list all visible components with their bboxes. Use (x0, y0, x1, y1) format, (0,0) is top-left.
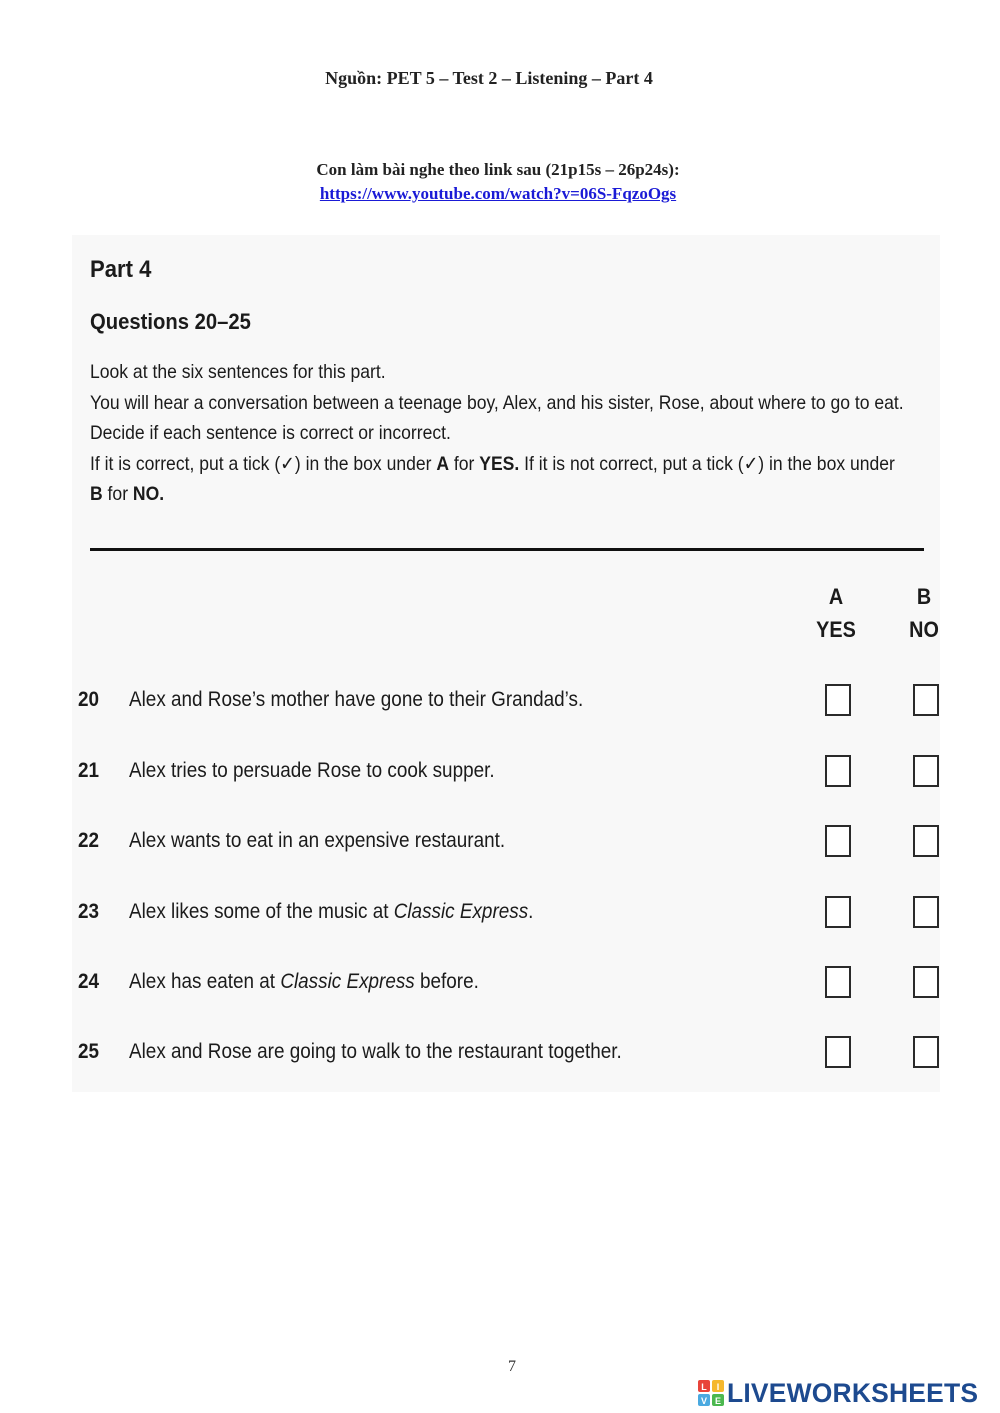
yes-checkbox[interactable] (825, 1036, 851, 1068)
question-text-end: before. (414, 970, 479, 993)
yes-checkbox[interactable] (825, 755, 851, 787)
question-number: 23 (78, 900, 100, 923)
rubric-line-4 (90, 449, 905, 510)
rubric-text: for (102, 483, 133, 505)
question-text (129, 900, 533, 924)
listening-instruction (0, 158, 996, 206)
question-text-main: Alex has eaten at (129, 970, 281, 993)
rubric-text: If it is not correct, put a tick (✓) in the box under (519, 452, 895, 475)
source-line: Nguồn: PET 5 – Test 2 – Listening – Part 4 (325, 68, 653, 88)
questions-range: Questions 20–25 (90, 309, 251, 334)
svg-text:I: I (716, 1382, 720, 1392)
question-number: 21 (78, 759, 100, 782)
question-text-italic: Classic Express (280, 970, 415, 993)
divider-rule (90, 548, 924, 551)
rubric-bold-b: B (90, 483, 103, 505)
rubric-text: for (449, 452, 480, 475)
rubric-line-2: You will hear a conversation between a teenage boy, Alex, and his sister, Rose, about where to go to eat. (90, 391, 904, 414)
question-text (129, 688, 583, 712)
liveworksheets-logo[interactable] (698, 1377, 983, 1409)
rubric-text: If it is correct, put a tick (✓) in the box under (90, 452, 437, 475)
question-text-italic: Classic Express (393, 900, 529, 923)
no-checkbox[interactable] (913, 966, 939, 998)
question-text-main: Alex and Rose’s mother have gone to their Grandad’s. (129, 688, 584, 711)
yes-checkbox[interactable] (825, 684, 851, 716)
question-text (129, 759, 495, 783)
question-text-main: Alex wants to eat in an expensive restaurant. (129, 829, 506, 852)
rubric-bold-no: NO. (132, 483, 165, 505)
no-checkbox[interactable] (913, 825, 939, 857)
column-b-letter: B (916, 584, 932, 609)
liveworksheets-logo-icon (698, 1380, 724, 1406)
yes-checkbox[interactable] (825, 825, 851, 857)
question-row (0, 755, 1000, 795)
question-text-main: Alex tries to persuade Rose to cook supper. (129, 759, 495, 782)
rubric (90, 357, 905, 510)
question-number: 20 (78, 688, 100, 711)
question-number: 22 (78, 829, 100, 852)
question-row (0, 966, 1000, 1006)
rubric-bold-yes: YES. (479, 452, 520, 475)
yes-checkbox[interactable] (825, 896, 851, 928)
question-number: 25 (78, 1040, 100, 1063)
svg-text:V: V (700, 1396, 708, 1406)
part-title: Part 4 (90, 256, 152, 283)
yes-checkbox[interactable] (825, 966, 851, 998)
rubric-bold-a: A (436, 452, 450, 475)
brand-name: LIVEWORKSHEETS (727, 1377, 979, 1408)
question-text-end: . (528, 900, 534, 923)
question-text-main: Alex likes some of the music at (129, 900, 394, 923)
no-checkbox[interactable] (913, 896, 939, 928)
question-text (129, 1040, 622, 1064)
column-a-letter: A (828, 584, 844, 609)
column-b-label: NO (909, 617, 939, 642)
page-number: 7 (508, 1358, 516, 1375)
question-row (0, 825, 1000, 865)
no-checkbox[interactable] (913, 684, 939, 716)
svg-text:E: E (714, 1396, 722, 1406)
column-header-no (897, 580, 951, 646)
question-text (129, 829, 505, 853)
svg-text:L: L (701, 1382, 707, 1392)
question-row (0, 1036, 1000, 1076)
no-checkbox[interactable] (913, 755, 939, 787)
rubric-line-1: Look at the six sentences for this part. (90, 361, 386, 383)
instruction-text: Con làm bài nghe theo link sau (21p15s – 26p24s): (316, 160, 680, 179)
question-row (0, 896, 1000, 936)
question-row (0, 684, 1000, 724)
question-text (129, 970, 479, 994)
no-checkbox[interactable] (913, 1036, 939, 1068)
question-text-main: Alex and Rose are going to walk to the restaurant together. (129, 1040, 622, 1063)
youtube-link[interactable]: https://www.youtube.com/watch?v=06S-FqzoOgs (319, 184, 677, 203)
question-number: 24 (78, 970, 100, 993)
column-a-label: YES (816, 617, 856, 642)
rubric-line-3: Decide if each sentence is correct or incorrect. (90, 422, 451, 444)
column-header-yes (809, 580, 863, 646)
